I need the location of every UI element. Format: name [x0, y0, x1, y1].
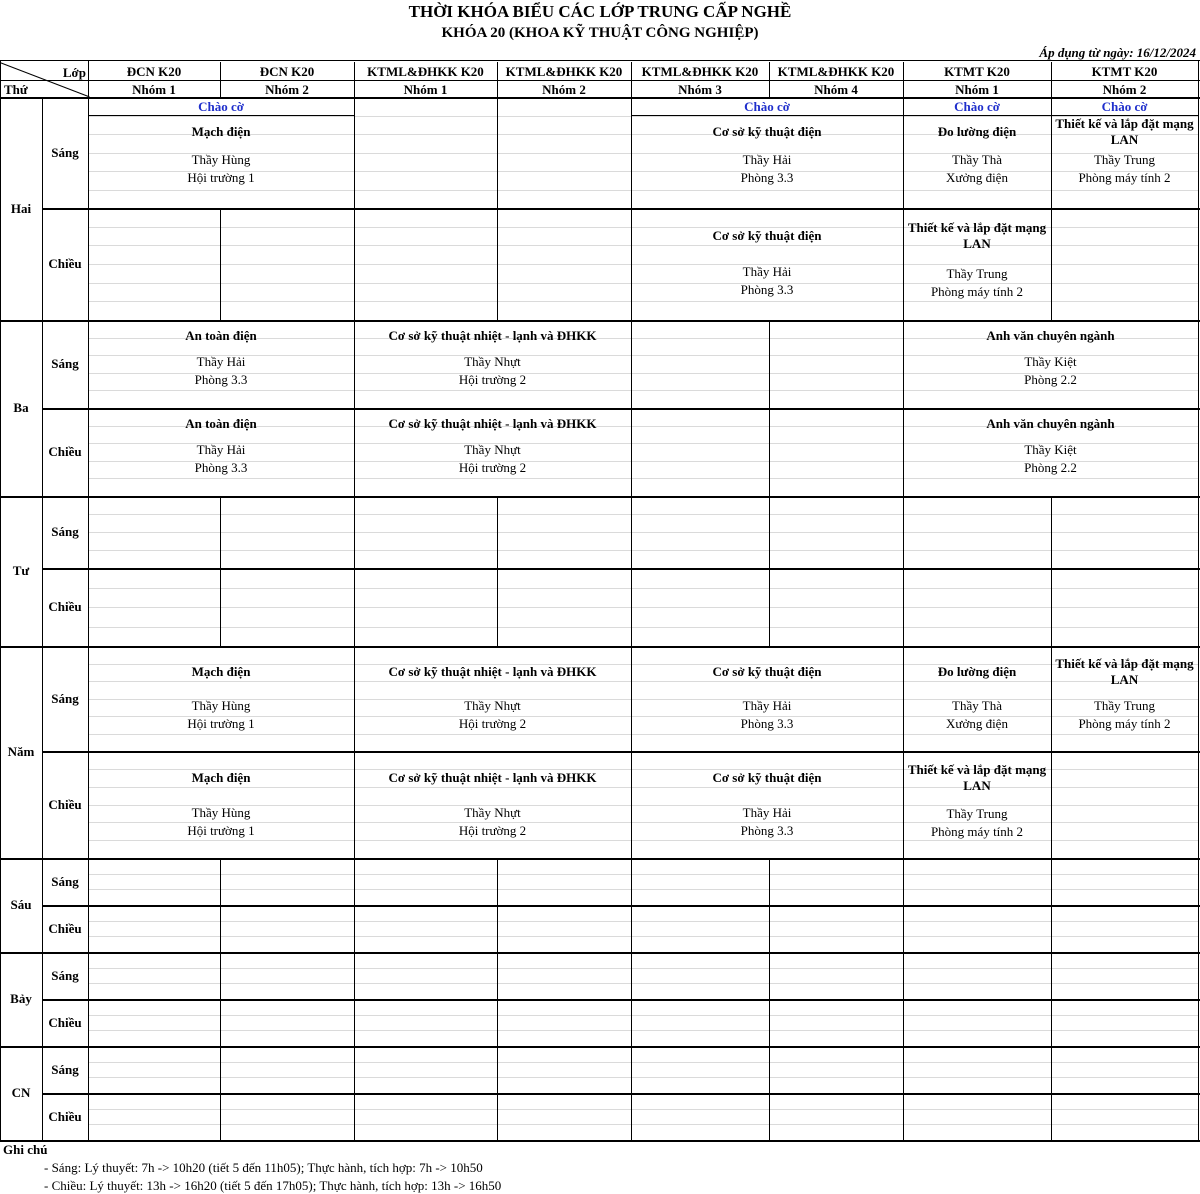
lesson-subject: Mạch điện — [191, 664, 251, 679]
day-label: Bảy — [10, 991, 32, 1006]
lesson-teacher: Thầy Kiệt — [1024, 442, 1077, 457]
lesson-subject: Cơ sở kỹ thuật nhiệt - lạnh và ĐHKK — [388, 770, 597, 785]
grid-line — [0, 952, 1200, 954]
class-group-5: Nhóm 3 — [678, 82, 722, 97]
grid-line — [220, 496, 221, 568]
minor-line — [88, 921, 1198, 922]
grid-line — [42, 999, 1200, 1001]
session-morning: Sáng — [51, 356, 79, 371]
grid-line — [1051, 496, 1052, 568]
lesson-room: Phòng máy tính 2 — [1078, 716, 1171, 731]
header-lop: Lớp — [62, 65, 86, 80]
session-afternoon: Chiều — [48, 599, 82, 614]
lesson-subject: An toàn điện — [185, 328, 257, 343]
grid-line — [1051, 751, 1052, 858]
lesson-subject: Anh văn chuyên ngành — [986, 416, 1115, 431]
grid-line — [631, 496, 632, 568]
minor-line — [88, 1015, 1198, 1016]
lesson-teacher: Thầy Nhựt — [464, 805, 521, 820]
lesson-teacher: Thầy Nhựt — [464, 354, 521, 369]
grid-line — [497, 858, 498, 1140]
class-name-8: KTMT K20 — [1091, 64, 1158, 79]
grid-line — [0, 320, 1200, 322]
grid-line — [220, 568, 221, 646]
lesson-cell — [88, 770, 354, 839]
notes-section — [0, 1142, 1200, 1194]
session-morning: Sáng — [51, 524, 79, 539]
grid-line — [220, 858, 221, 1140]
lesson-subject: Cơ sở kỹ thuật nhiệt - lạnh và ĐHKK — [388, 328, 597, 343]
lesson-cell — [903, 124, 1051, 186]
class-group-3: Nhóm 1 — [403, 82, 448, 97]
minor-line — [88, 190, 1198, 191]
lesson-cell — [88, 328, 354, 388]
grid-line — [769, 320, 770, 408]
grid-line — [631, 320, 632, 408]
session-morning: Sáng — [51, 967, 79, 983]
lesson-room: Phòng máy tính 2 — [930, 824, 1024, 839]
session-afternoon: Chiều — [48, 1014, 82, 1030]
grid-line — [631, 568, 632, 646]
lesson-subject: Mạch điện — [191, 124, 251, 139]
lesson-cell — [631, 228, 903, 298]
grid-line — [0, 858, 1200, 860]
grid-line — [631, 858, 632, 1140]
class-group-6: Nhóm 4 — [814, 82, 858, 97]
applied-date: Áp dụng từ ngày: 16/12/2024 — [1039, 45, 1196, 60]
lesson-teacher: Thầy Thà — [952, 698, 1002, 713]
session-morning: Sáng — [51, 144, 79, 160]
class-name-2: ĐCN K20 — [259, 64, 315, 79]
grid-line — [354, 97, 355, 208]
lesson-teacher: Thầy Hải — [196, 442, 246, 457]
lesson-cell — [88, 664, 354, 732]
minor-line — [88, 532, 1198, 533]
grid-line — [769, 496, 770, 568]
minor-line — [88, 840, 1198, 841]
day-label: Sáu — [10, 897, 32, 912]
session-afternoon: Chiều — [48, 444, 82, 459]
lesson-room: Hội trường 2 — [458, 372, 527, 387]
grid-line — [1198, 60, 1199, 1140]
grid-line — [497, 496, 498, 568]
minor-line — [88, 116, 1198, 117]
minor-line — [88, 968, 1198, 969]
minor-line — [88, 983, 1198, 984]
lesson-room: Hội trường 1 — [187, 716, 255, 731]
grid-line — [42, 97, 43, 1140]
grid-line — [769, 568, 770, 646]
lesson-cell — [903, 328, 1198, 388]
grid-line — [769, 858, 770, 1140]
lesson-cell — [354, 770, 631, 839]
session-afternoon: Chiều — [48, 796, 82, 812]
day-label: Hai — [10, 200, 32, 216]
lesson-teacher: Thầy Trung — [946, 806, 1008, 821]
grid-line — [42, 568, 1200, 570]
grid-line — [497, 208, 498, 320]
header-thu: Thứ — [4, 82, 28, 97]
lesson-cell — [1051, 656, 1198, 732]
minor-line — [88, 1030, 1198, 1031]
page-subtitle: KHÓA 20 (KHOA KỸ THUẬT CÔNG NGHIỆP) — [441, 25, 759, 41]
class-group-1: Nhóm 1 — [132, 82, 176, 97]
lesson-room: Phòng 3.3 — [194, 460, 248, 475]
lesson-cell — [903, 664, 1051, 732]
lesson-room: Phòng 3.3 — [740, 170, 794, 185]
lesson-room: Phòng 2.2 — [1024, 372, 1077, 387]
minor-line — [88, 514, 1198, 515]
grid-line — [769, 408, 770, 496]
lesson-teacher: Thầy Trung — [1093, 152, 1156, 167]
class-name-1: ĐCN K20 — [126, 64, 182, 79]
class-name-7: KTMT K20 — [944, 64, 1010, 79]
lesson-cell — [631, 124, 903, 186]
lesson-room: Hội trường 1 — [187, 170, 255, 185]
lesson-room: Xưởng điện — [946, 716, 1008, 731]
lesson-room: Phòng máy tính 2 — [1078, 170, 1171, 185]
lesson-cell — [903, 220, 1051, 300]
grid-line — [88, 115, 354, 116]
lesson-subject: Cơ sở kỹ thuật điện — [712, 770, 822, 785]
lesson-subject: Cơ sở kỹ thuật nhiệt - lạnh và ĐHKK — [388, 664, 597, 679]
lesson-room: Phòng 3.3 — [740, 716, 794, 731]
lesson-subject: Đo lường điện — [937, 124, 1017, 139]
lesson-subject: Đo lường điện — [937, 664, 1017, 679]
grid-line — [42, 751, 1200, 753]
minor-line — [88, 301, 1198, 302]
class-name-5: KTML&ĐHKK K20 — [641, 64, 759, 79]
lesson-cell — [1051, 116, 1198, 186]
session-afternoon: Chiều — [48, 920, 82, 936]
lesson-subject: An toàn điện — [185, 416, 257, 431]
grid-line — [1051, 858, 1052, 1140]
lesson-room: Phòng máy tính 2 — [930, 284, 1024, 299]
lesson-cell — [903, 762, 1051, 840]
minor-line — [88, 874, 1198, 875]
lesson-teacher: Thầy Hải — [742, 264, 792, 279]
lesson-teacher: Thầy Nhựt — [464, 698, 521, 713]
chao-co-label: Chào cờ — [198, 99, 244, 114]
lesson-subject: Cơ sở kỹ thuật nhiệt - lạnh và ĐHKK — [388, 416, 597, 431]
class-name-4: KTML&ĐHKK K20 — [505, 64, 623, 79]
lesson-cell — [354, 416, 631, 476]
grid-line — [354, 496, 355, 568]
grid-line — [903, 568, 904, 646]
timetable-grid — [0, 60, 1200, 1140]
grid-line — [0, 60, 1200, 61]
note-afternoon: - Chiều: Lý thuyết: 13h -> 16h20 (tiết 5 đến 17h05); Thực hành, tích hợp: 13h -> 16h50 — [44, 1178, 502, 1193]
lesson-subject: Mạch điện — [191, 770, 251, 785]
lesson-cell — [631, 770, 903, 839]
minor-line — [88, 1124, 1198, 1125]
grid-line — [0, 60, 1, 1140]
minor-line — [88, 478, 1198, 479]
day-label: Tư — [12, 563, 30, 578]
minor-line — [88, 550, 1198, 551]
minor-line — [88, 588, 1198, 589]
lesson-subject: Cơ sở kỹ thuật điện — [712, 228, 822, 243]
lesson-teacher: Thầy Hùng — [191, 152, 251, 167]
session-morning: Sáng — [51, 690, 79, 706]
lesson-cell — [88, 416, 354, 476]
session-morning: Sáng — [51, 1061, 79, 1077]
lesson-teacher: Thầy Nhựt — [464, 442, 521, 457]
minor-line — [88, 734, 1198, 735]
grid-line — [0, 1046, 1200, 1048]
grid-line — [0, 80, 1200, 81]
chao-co-label: Chào cờ — [1101, 99, 1148, 114]
grid-line — [354, 568, 355, 646]
grid-line — [88, 60, 89, 1140]
lesson-subject: Thiết kế và lắp đặt mạng LAN — [907, 762, 1047, 793]
page-title: THỜI KHÓA BIỂU CÁC LỚP TRUNG CẤP NGHỀ — [408, 2, 792, 21]
lesson-room: Xưởng điện — [946, 170, 1008, 185]
lesson-teacher: Thầy Hải — [742, 698, 792, 713]
class-group-7: Nhóm 1 — [955, 82, 999, 97]
minor-line — [88, 1062, 1198, 1063]
grid-line — [0, 496, 1200, 498]
lesson-subject: Cơ sở kỹ thuật điện — [712, 124, 822, 139]
class-group-8: Nhóm 2 — [1102, 82, 1147, 97]
lesson-subject: Thiết kế và lắp đặt mạng LAN — [907, 220, 1047, 251]
session-afternoon: Chiều — [48, 256, 82, 271]
day-label: CN — [11, 1085, 31, 1100]
lesson-subject: Thiết kế và lắp đặt mạng LAN — [1055, 116, 1194, 147]
grid-line — [354, 208, 355, 320]
grid-line — [903, 496, 904, 568]
minor-line — [88, 1077, 1198, 1078]
minor-line — [88, 889, 1198, 890]
lesson-room: Phòng 2.2 — [1024, 460, 1077, 475]
lesson-cell — [903, 416, 1198, 476]
lesson-room: Hội trường 2 — [458, 823, 527, 838]
minor-line — [88, 390, 1198, 391]
lesson-teacher: Thầy Trung — [1093, 698, 1156, 713]
lesson-cell — [88, 124, 354, 186]
lesson-room: Phòng 3.3 — [194, 372, 248, 387]
lesson-teacher: Thầy Thà — [952, 152, 1002, 167]
grid-line — [220, 208, 221, 320]
grid-line — [1051, 208, 1052, 320]
lesson-teacher: Thầy Hải — [196, 354, 246, 369]
lesson-subject: Cơ sở kỹ thuật điện — [712, 664, 822, 679]
session-morning: Sáng — [51, 873, 79, 889]
minor-line — [88, 1109, 1198, 1110]
grid-line — [1051, 568, 1052, 646]
grid-line — [903, 858, 904, 1140]
lesson-teacher: Thầy Hùng — [191, 698, 251, 713]
lesson-cell — [631, 664, 903, 732]
lesson-cell — [354, 328, 631, 388]
minor-line — [88, 936, 1198, 937]
lesson-teacher: Thầy Kiệt — [1024, 354, 1077, 369]
lesson-room: Phòng 3.3 — [740, 823, 794, 838]
session-afternoon: Chiều — [48, 1108, 82, 1124]
day-label: Năm — [7, 744, 35, 759]
grid-line — [631, 408, 632, 496]
class-name-3: KTML&ĐHKK K20 — [367, 64, 484, 79]
lesson-teacher: Thầy Hùng — [191, 805, 251, 820]
minor-line — [88, 607, 1198, 608]
lesson-subject: Anh văn chuyên ngành — [986, 328, 1115, 343]
lesson-room: Hội trường 2 — [458, 460, 527, 475]
lesson-teacher: Thầy Trung — [946, 266, 1008, 281]
lesson-cell — [354, 664, 631, 732]
class-name-6: KTML&ĐHKK K20 — [777, 64, 895, 79]
chao-co-label: Chào cờ — [744, 99, 790, 114]
grid-line — [42, 208, 1200, 210]
grid-line — [354, 858, 355, 1140]
lesson-room: Phòng 3.3 — [740, 282, 794, 297]
grid-line — [42, 408, 1200, 410]
note-morning: - Sáng: Lý thuyết: 7h -> 10h20 (tiết 5 đến 11h05); Thực hành, tích hợp: 7h -> 10h50 — [44, 1160, 483, 1175]
lesson-subject: Thiết kế và lắp đặt mạng LAN — [1055, 656, 1194, 687]
minor-line — [88, 627, 1198, 628]
grid-line — [497, 97, 498, 208]
grid-line — [497, 568, 498, 646]
class-group-4: Nhóm 2 — [542, 82, 586, 97]
lesson-teacher: Thầy Hải — [742, 152, 792, 167]
lesson-room: Hội trường 1 — [187, 823, 255, 838]
day-label: Ba — [13, 400, 29, 415]
lesson-room: Hội trường 2 — [458, 716, 527, 731]
grid-line — [42, 905, 1200, 907]
grid-line — [0, 646, 1200, 648]
class-group-2: Nhóm 2 — [265, 82, 309, 97]
lesson-teacher: Thầy Hải — [742, 805, 792, 820]
chao-co-label: Chào cờ — [954, 99, 1000, 114]
grid-line — [42, 1093, 1200, 1095]
notes-heading: Ghi chú — [3, 1142, 48, 1157]
